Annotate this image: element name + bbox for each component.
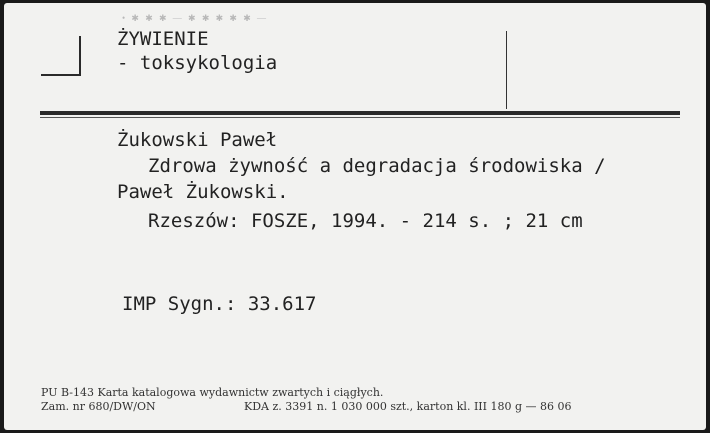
title-line-2: Paweł Żukowski. (117, 181, 289, 203)
author-line: Żukowski Paweł (117, 129, 278, 151)
title-line-1: Zdrowa żywność a degradacja środowiska / (148, 155, 606, 177)
subject-subdivision: - toksykologia (117, 52, 278, 74)
subject-term: ŻYWIENIE (117, 28, 209, 50)
subject-heading (117, 27, 277, 75)
imprint-line: Rzeszów: FOSZE, 1994. - 214 s. ; 21 cm (148, 210, 583, 232)
heading-vertical-rule (506, 31, 507, 109)
heading-divider (40, 111, 680, 115)
footer-order-number: Zam. nr 680/DW/ON (41, 400, 156, 413)
footer-form-line: PU B-143 Karta katalogowa wydawnictw zwartych i ciągłych. (41, 386, 384, 399)
footer-print-info: KDA z. 3391 n. 1 030 000 szt., karton kl. III 180 g — 86 06 (244, 400, 572, 413)
corner-guide-mark (41, 36, 81, 76)
heading-divider-thin (40, 117, 680, 118)
call-number: IMP Sygn.: 33.617 (122, 293, 317, 315)
faint-bleed-through: • ✱ ✱ ✱ — ✱ ✱ ✱ ✱ ✱ — (122, 13, 268, 23)
catalog-card (4, 3, 706, 430)
